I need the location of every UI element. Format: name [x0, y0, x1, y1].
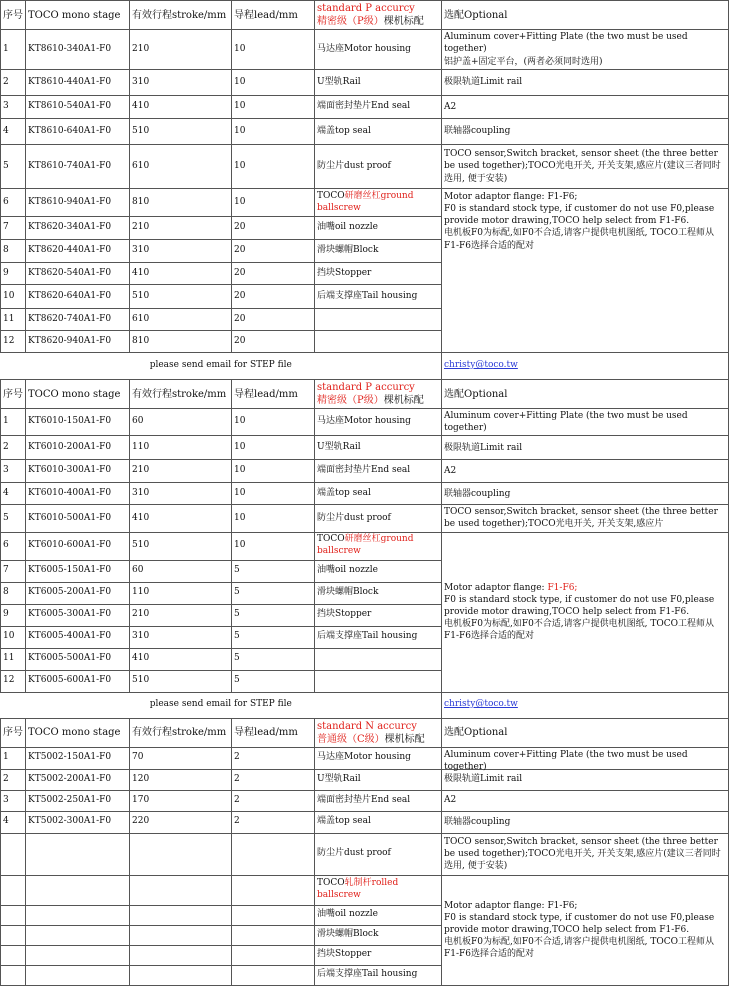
- stroke-cell: 410: [130, 96, 232, 119]
- model-cell: KT8610-640A1-F0: [26, 119, 130, 145]
- lead-cell: 5: [232, 626, 315, 648]
- model-cell: KT8620-940A1-F0: [26, 331, 130, 353]
- motor-flange-notes: F0 is standard stock type, if customer do not use F0,please provide motor drawing,TOCO help select from F1-F6. 电机板F0为标配,如F0不合适,请客户提供电机图纸, TOCO工程师从F1-F6选择合适的配对: [444, 912, 715, 960]
- model-cell: KT6010-200A1-F0: [26, 436, 130, 460]
- part-cell: 油嘴oil nozzle: [315, 217, 442, 240]
- col-stroke-header: 有效行程stroke/mm: [130, 380, 232, 409]
- empty-cell: [130, 925, 232, 945]
- lead-cell: 2: [232, 747, 315, 769]
- model-cell: KT5002-200A1-F0: [26, 769, 130, 790]
- col-standard-header: [315, 1, 442, 30]
- part-cell: 端面密封垫片End seal: [315, 790, 442, 811]
- model-cell: KT8620-440A1-F0: [26, 240, 130, 263]
- empty-cell: [1, 833, 26, 875]
- lead-cell: 10: [232, 532, 315, 560]
- email-cell: [442, 692, 729, 718]
- table-row: [1, 875, 729, 905]
- empty-cell: [130, 905, 232, 925]
- option-cell: TOCO sensor,Switch bracket, sensor sheet (the three better be used together);TOCO光电开关, 开关支架,感应片: [442, 505, 729, 532]
- seq-cell: 5: [1, 145, 26, 189]
- lead-cell: 10: [232, 96, 315, 119]
- empty-cell: [232, 945, 315, 965]
- lead-cell: 10: [232, 145, 315, 189]
- model-cell: KT6010-300A1-F0: [26, 460, 130, 483]
- stroke-cell: 510: [130, 670, 232, 692]
- option-cell: TOCO sensor,Switch bracket, sensor sheet (the three better be used together);TOCO光电开关, 开关支架,感应片(建议三者同时选用, 便于安装): [442, 833, 729, 875]
- option-cell: [442, 747, 729, 772]
- part-cell: 端盖top seal: [315, 811, 442, 833]
- empty-cell: [232, 925, 315, 945]
- table-row: [1, 747, 729, 769]
- screw-prefix: TOCO: [317, 190, 345, 201]
- seq-cell: 2: [1, 769, 26, 790]
- seq-cell: 10: [1, 626, 26, 648]
- empty-cell: [1, 945, 26, 965]
- option-cell: A2: [442, 96, 729, 119]
- motor-flange-cell: [442, 189, 729, 353]
- part-cell: 端面密封垫片End seal: [315, 460, 442, 483]
- option-cell: TOCO sensor,Switch bracket, sensor sheet (the three better be used together);TOCO光电开关, 开关支架,感应片(建议三者同时选用, 便于安装): [442, 145, 729, 189]
- stroke-cell: 410: [130, 505, 232, 532]
- model-cell: KT8610-340A1-F0: [26, 30, 130, 70]
- stroke-cell: 110: [130, 582, 232, 604]
- standard-accuracy: standard P accurcy: [317, 3, 415, 14]
- col-seq-header: 序号: [1, 718, 26, 747]
- table-row: [1, 483, 729, 505]
- option-cell: A2: [442, 790, 729, 811]
- col-seq-header: 序号: [1, 380, 26, 409]
- stroke-cell: 60: [130, 409, 232, 436]
- empty-cell: [315, 648, 442, 670]
- send-email-note: please send email for STEP file: [149, 360, 292, 371]
- screw-prefix: TOCO: [317, 534, 345, 545]
- lead-cell: 5: [232, 560, 315, 582]
- table-row: [1, 145, 729, 189]
- email-link[interactable]: christy@toco.tw: [444, 360, 518, 371]
- motor-flange-range: F1-F6;: [547, 192, 578, 202]
- lead-cell: 20: [232, 285, 315, 309]
- col-standard-header: [315, 718, 442, 747]
- standard-grade: 普通级（C级）: [317, 733, 385, 745]
- seq-cell: 1: [1, 30, 26, 70]
- motor-flange-label: Motor adaptor flange:: [444, 192, 548, 202]
- lead-cell: 20: [232, 263, 315, 285]
- part-cell: 防尘片dust proof: [315, 505, 442, 532]
- part-cell: 后端支撑座Tail housing: [315, 285, 442, 309]
- model-cell: KT6005-600A1-F0: [26, 670, 130, 692]
- lead-cell: 20: [232, 240, 315, 263]
- col-model-header: TOCO mono stage: [26, 1, 130, 30]
- lead-cell: 5: [232, 604, 315, 626]
- part-cell: 端盖top seal: [315, 119, 442, 145]
- table-row: [1, 119, 729, 145]
- empty-cell: [26, 925, 130, 945]
- part-cell: 滑块螺帽Block: [315, 240, 442, 263]
- stroke-cell: 810: [130, 331, 232, 353]
- option-cell: 极限轨道Limit rail: [442, 436, 729, 460]
- header-row: [1, 1, 729, 30]
- stroke-cell: 410: [130, 648, 232, 670]
- model-cell: KT6010-600A1-F0: [26, 532, 130, 560]
- header-row: [1, 718, 729, 747]
- table-row: [1, 30, 729, 70]
- email-row: [1, 692, 729, 718]
- motor-flange-label: Motor adaptor flange:: [444, 900, 548, 911]
- lead-cell: 10: [232, 483, 315, 505]
- screw-cell: [315, 532, 442, 560]
- lead-cell: 20: [232, 217, 315, 240]
- model-cell: KT6010-500A1-F0: [26, 505, 130, 532]
- seq-cell: 11: [1, 648, 26, 670]
- empty-cell: [1, 925, 26, 945]
- col-model-header: TOCO mono stage: [26, 380, 130, 409]
- empty-cell: [130, 965, 232, 985]
- stroke-cell: 510: [130, 285, 232, 309]
- part-cell: U型轨Rail: [315, 70, 442, 96]
- col-standard-header: [315, 380, 442, 409]
- stroke-cell: 170: [130, 790, 232, 811]
- table-row: [1, 96, 729, 119]
- table-row: [1, 505, 729, 532]
- seq-cell: 8: [1, 240, 26, 263]
- seq-cell: 10: [1, 285, 26, 309]
- option-cell: 极限轨道Limit rail: [442, 70, 729, 96]
- stroke-cell: 610: [130, 145, 232, 189]
- model-cell: KT6005-150A1-F0: [26, 560, 130, 582]
- stroke-cell: 310: [130, 240, 232, 263]
- email-row: [1, 353, 729, 380]
- model-cell: KT6005-500A1-F0: [26, 648, 130, 670]
- lead-cell: 10: [232, 436, 315, 460]
- lead-cell: 10: [232, 70, 315, 96]
- col-model-header: TOCO mono stage: [26, 718, 130, 747]
- screw-type: 轧制杆rolled ballscrew: [317, 878, 399, 901]
- part-cell: 滑块螺帽Block: [315, 582, 442, 604]
- motor-flange-notes: F0 is standard stock type, if customer do not use F0,please provide motor drawing,TOCO help select from F1-F6. 电机板F0为标配,如F0不合适,请客户提供电机图纸, TOCO工程师从F1-F6选择合适的配对: [444, 594, 715, 642]
- seq-cell: 3: [1, 460, 26, 483]
- lead-cell: 2: [232, 811, 315, 833]
- option-cell: 联轴器coupling: [442, 811, 729, 833]
- standard-accuracy: standard P accurcy: [317, 382, 415, 393]
- model-cell: KT8620-640A1-F0: [26, 285, 130, 309]
- seq-cell: 3: [1, 96, 26, 119]
- part-cell: 马达座Motor housing: [315, 30, 442, 70]
- stroke-cell: 210: [130, 217, 232, 240]
- lead-cell: 5: [232, 648, 315, 670]
- seq-cell: 12: [1, 670, 26, 692]
- stroke-cell: 70: [130, 747, 232, 769]
- part-cell: 端盖top seal: [315, 483, 442, 505]
- lead-cell: 10: [232, 505, 315, 532]
- col-lead-header: 导程lead/mm: [232, 1, 315, 30]
- empty-cell: [315, 309, 442, 331]
- empty-cell: [1, 905, 26, 925]
- option-cell: Aluminum cover+Fitting Plate (the two must be used together): [442, 409, 729, 436]
- seq-cell: 3: [1, 790, 26, 811]
- part-cell: 防尘片dust proof: [315, 833, 442, 875]
- screw-type: 研磨丝杠ground ballscrew: [317, 534, 414, 557]
- table-row: [1, 70, 729, 96]
- email-cell: [442, 353, 729, 380]
- option-cell: 联轴器coupling: [442, 119, 729, 145]
- header-row: [1, 380, 729, 409]
- motor-flange-cell: [442, 532, 729, 692]
- standard-suffix: 棵机标配: [383, 16, 424, 27]
- part-cell: 端面密封垫片End seal: [315, 96, 442, 119]
- part-cell: 油嘴oil nozzle: [315, 560, 442, 582]
- part-cell: 后端支撑座Tail housing: [315, 626, 442, 648]
- seq-cell: 7: [1, 217, 26, 240]
- empty-cell: [232, 965, 315, 985]
- seq-cell: 1: [1, 409, 26, 436]
- empty-cell: [315, 331, 442, 353]
- empty-cell: [26, 945, 130, 965]
- lead-cell: 20: [232, 309, 315, 331]
- empty-cell: [26, 965, 130, 985]
- seq-cell: 6: [1, 532, 26, 560]
- stroke-cell: 510: [130, 532, 232, 560]
- model-cell: KT8620-540A1-F0: [26, 263, 130, 285]
- seq-cell: 5: [1, 505, 26, 532]
- seq-cell: 9: [1, 263, 26, 285]
- stroke-cell: 310: [130, 483, 232, 505]
- seq-cell: 8: [1, 582, 26, 604]
- part-cell: 后端支撑座Tail housing: [315, 965, 442, 985]
- stroke-cell: 210: [130, 604, 232, 626]
- screw-prefix: TOCO: [317, 878, 345, 889]
- empty-cell: [26, 875, 130, 905]
- col-seq-header: 序号: [1, 1, 26, 30]
- empty-cell: [26, 833, 130, 875]
- empty-cell: [1, 875, 26, 905]
- part-cell: U型轨Rail: [315, 436, 442, 460]
- empty-cell: [1, 965, 26, 985]
- lead-cell: 2: [232, 790, 315, 811]
- model-cell: KT6010-150A1-F0: [26, 409, 130, 436]
- model-cell: KT8610-440A1-F0: [26, 70, 130, 96]
- motor-flange-range: F1-F6;: [547, 582, 578, 593]
- table-row: [1, 811, 729, 833]
- option-cell: A2: [442, 460, 729, 483]
- model-cell: KT6005-300A1-F0: [26, 604, 130, 626]
- table-row: [1, 189, 729, 217]
- empty-cell: [130, 945, 232, 965]
- part-cell: 油嘴oil nozzle: [315, 905, 442, 925]
- seq-cell: 4: [1, 119, 26, 145]
- part-cell: 挡块Stopper: [315, 945, 442, 965]
- col-lead-header: 导程lead/mm: [232, 380, 315, 409]
- table-row: [1, 769, 729, 790]
- seq-cell: 4: [1, 811, 26, 833]
- table-row: [1, 409, 729, 436]
- empty-cell: [232, 833, 315, 875]
- option-cell: Aluminum cover+Fitting Plate (the two must be used together) 铝护盖+固定平台，(两者必须同时选用): [442, 30, 729, 70]
- standard-grade: 精密级（P级）: [317, 16, 384, 27]
- seq-cell: 12: [1, 331, 26, 353]
- lead-cell: 10: [232, 409, 315, 436]
- standard-grade: 精密级（P级）: [317, 395, 384, 406]
- stroke-cell: 310: [130, 70, 232, 96]
- stroke-cell: 310: [130, 626, 232, 648]
- col-optional-header: 选配Optional: [442, 380, 729, 409]
- seq-cell: 11: [1, 309, 26, 331]
- part-cell: 马达座Motor housing: [315, 747, 442, 769]
- stroke-cell: 810: [130, 189, 232, 217]
- part-cell: U型轨Rail: [315, 769, 442, 790]
- screw-cell: [315, 189, 442, 217]
- empty-cell: [26, 905, 130, 925]
- seq-cell: 6: [1, 189, 26, 217]
- part-cell: 马达座Motor housing: [315, 409, 442, 436]
- lead-cell: 5: [232, 670, 315, 692]
- lead-cell: 2: [232, 769, 315, 790]
- lead-cell: 10: [232, 189, 315, 217]
- table-row: [1, 460, 729, 483]
- empty-cell: [232, 905, 315, 925]
- model-cell: KT8620-740A1-F0: [26, 309, 130, 331]
- motor-flange-notes: F0 is standard stock type, if customer do not use F0,please provide motor drawing,TOCO help select from F1-F6. 电机板F0为标配,如F0不合适,请客户提供电机图纸, TOCO工程师从F1-F6选择合适的配对: [444, 204, 715, 251]
- col-lead-header: 导程lead/mm: [232, 718, 315, 747]
- col-optional-header: 选配Optional: [442, 1, 729, 30]
- empty-cell: [130, 833, 232, 875]
- model-cell: KT8610-740A1-F0: [26, 145, 130, 189]
- stroke-cell: 510: [130, 119, 232, 145]
- send-email-note: please send email for STEP file: [149, 699, 292, 710]
- standard-suffix: 棵机标配: [384, 733, 425, 745]
- empty-cell: [315, 670, 442, 692]
- table-row: [1, 790, 729, 811]
- model-cell: KT8620-340A1-F0: [26, 217, 130, 240]
- standard-accuracy: standard N accurcy: [317, 720, 417, 732]
- seq-cell: 7: [1, 560, 26, 582]
- stroke-cell: 110: [130, 436, 232, 460]
- empty-cell: [232, 875, 315, 905]
- stroke-cell: 120: [130, 769, 232, 790]
- seq-cell: 2: [1, 436, 26, 460]
- part-cell: 滑块螺帽Block: [315, 925, 442, 945]
- model-cell: KT5002-150A1-F0: [26, 747, 130, 769]
- part-cell: 挡块Stopper: [315, 263, 442, 285]
- lead-cell: 10: [232, 119, 315, 145]
- col-stroke-header: 有效行程stroke/mm: [130, 1, 232, 30]
- option-cell: 联轴器coupling: [442, 483, 729, 505]
- email-link[interactable]: christy@toco.tw: [444, 699, 518, 710]
- stroke-cell: 210: [130, 30, 232, 70]
- part-cell: 防尘片dust proof: [315, 145, 442, 189]
- table-row: [1, 532, 729, 560]
- motor-flange-cell: [442, 875, 729, 985]
- model-cell: KT6005-400A1-F0: [26, 626, 130, 648]
- standard-suffix: 棵机标配: [383, 395, 424, 406]
- model-cell: KT8610-940A1-F0: [26, 189, 130, 217]
- table-row: [1, 833, 729, 875]
- stroke-cell: 610: [130, 309, 232, 331]
- option-text: Aluminum cover+Fitting Plate (the two must be used together): [444, 749, 688, 772]
- motor-flange-range: F1-F6;: [547, 900, 578, 911]
- stroke-cell: 410: [130, 263, 232, 285]
- col-stroke-header: 有效行程stroke/mm: [130, 718, 232, 747]
- model-cell: KT6010-400A1-F0: [26, 483, 130, 505]
- model-cell: KT5002-250A1-F0: [26, 790, 130, 811]
- lead-cell: 10: [232, 460, 315, 483]
- stroke-cell: 220: [130, 811, 232, 833]
- lead-cell: 20: [232, 331, 315, 353]
- screw-type: 研磨丝杠ground ballscrew: [317, 190, 414, 213]
- seq-cell: 9: [1, 604, 26, 626]
- screw-cell: [315, 875, 442, 905]
- lead-cell: 10: [232, 30, 315, 70]
- lead-cell: 5: [232, 582, 315, 604]
- model-cell: KT8610-540A1-F0: [26, 96, 130, 119]
- option-cell: 极限轨道Limit rail: [442, 769, 729, 790]
- empty-cell: [130, 875, 232, 905]
- model-cell: KT6005-200A1-F0: [26, 582, 130, 604]
- stroke-cell: 60: [130, 560, 232, 582]
- motor-flange-label: Motor adaptor flange:: [444, 582, 548, 593]
- col-optional-header: 选配Optional: [442, 718, 729, 747]
- seq-cell: 1: [1, 747, 26, 769]
- seq-cell: 4: [1, 483, 26, 505]
- seq-cell: 2: [1, 70, 26, 96]
- stroke-cell: 210: [130, 460, 232, 483]
- table-row: [1, 436, 729, 460]
- model-cell: KT5002-300A1-F0: [26, 811, 130, 833]
- part-cell: 挡块Stopper: [315, 604, 442, 626]
